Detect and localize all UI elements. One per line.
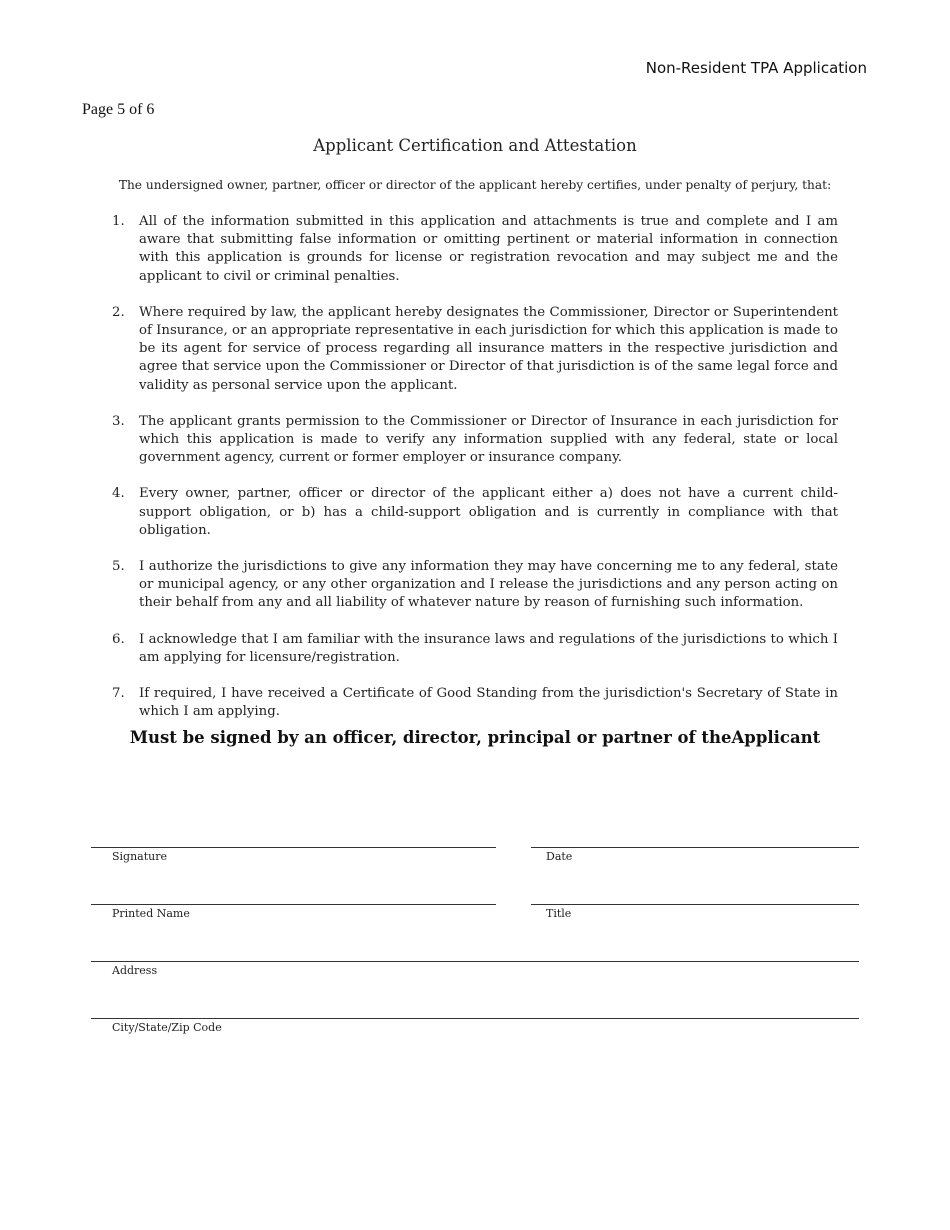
date-line[interactable]	[531, 847, 859, 848]
item-number: 2.	[112, 304, 125, 320]
item-number: 5.	[112, 559, 125, 575]
item-text: I acknowledge that I am familiar with the insurance laws and regulations of the jurisdictions to which I am applying for licensure/registration.	[139, 631, 838, 665]
certification-item	[110, 685, 838, 721]
printed-name-label: Printed Name	[112, 907, 190, 920]
certification-item	[110, 213, 838, 286]
page-number: Page 5 of 6	[82, 101, 155, 118]
header-title: Non-Resident TPA Application	[645, 59, 867, 77]
item-number: 7.	[112, 686, 125, 702]
address-line[interactable]	[91, 961, 859, 962]
city-state-zip-line[interactable]	[91, 1018, 859, 1019]
item-text: Every owner, partner, officer or director of the applicant either a) does not have a current child-support obligation, or b) has a child-support obligation and is currently in compliance with that obligation.	[139, 486, 838, 538]
signature-requirement: Must be signed by an officer, director, principal or partner of theApplicant	[129, 728, 821, 747]
certification-item	[110, 485, 838, 540]
item-text: The applicant grants permission to the Commissioner or Director of Insurance in each jurisdiction for which this application is made to verify any information supplied with any federal, state or local government agency, current or former employer or insurance company.	[139, 413, 838, 466]
certification-item	[110, 558, 838, 613]
city-state-zip-label: City/State/Zip Code	[112, 1021, 222, 1034]
item-number: 1.	[112, 214, 125, 229]
item-text: All of the information submitted in this application and attachments is true and complete and I am aware that submitting false information or omitting pertinent or material information in connection with this application is grounds for license or registration revocation and may subject me and the applicant to civil or criminal penalties.	[139, 214, 838, 284]
title-label: Title	[546, 907, 572, 920]
document-title: Applicant Certification and Attestation	[313, 136, 637, 155]
certification-item	[110, 413, 838, 468]
signature-label: Signature	[112, 850, 168, 863]
item-number: 3.	[112, 413, 125, 429]
title-line[interactable]	[531, 904, 859, 905]
date-label: Date	[546, 850, 573, 863]
item-text: If required, I have received a Certificate of Good Standing from the jurisdiction's Secretary of State in which I am applying.	[139, 686, 838, 720]
printed-name-line[interactable]	[91, 904, 496, 905]
intro-statement: The undersigned owner, partner, officer or director of the applicant hereby certifies, under penalty of perjury, that:	[118, 178, 832, 192]
signature-line[interactable]	[91, 847, 496, 848]
certification-list	[110, 213, 838, 739]
item-text: I authorize the jurisdictions to give any information they may have concerning me to any federal, state or municipal agency, or any other organization and I release the jurisdictions and any person acting on their behalf from any and all liability of whatever nature by reason of furnishing such information.	[139, 559, 838, 611]
address-label: Address	[112, 964, 158, 977]
item-number: 4.	[112, 486, 125, 502]
item-text: Where required by law, the applicant hereby designates the Commissioner, Director or Superintendent of Insurance, or an appropriate representative in each jurisdiction for which this application is made to be its agent for service of process regarding all insurance matters in the respective jurisdiction and agree that service upon the Commissioner or Director of that jurisdiction is of the same legal force and validity as personal service upon the applicant.	[139, 304, 838, 393]
certification-item	[110, 631, 838, 667]
certification-item	[110, 304, 838, 395]
item-number: 6.	[112, 631, 125, 647]
